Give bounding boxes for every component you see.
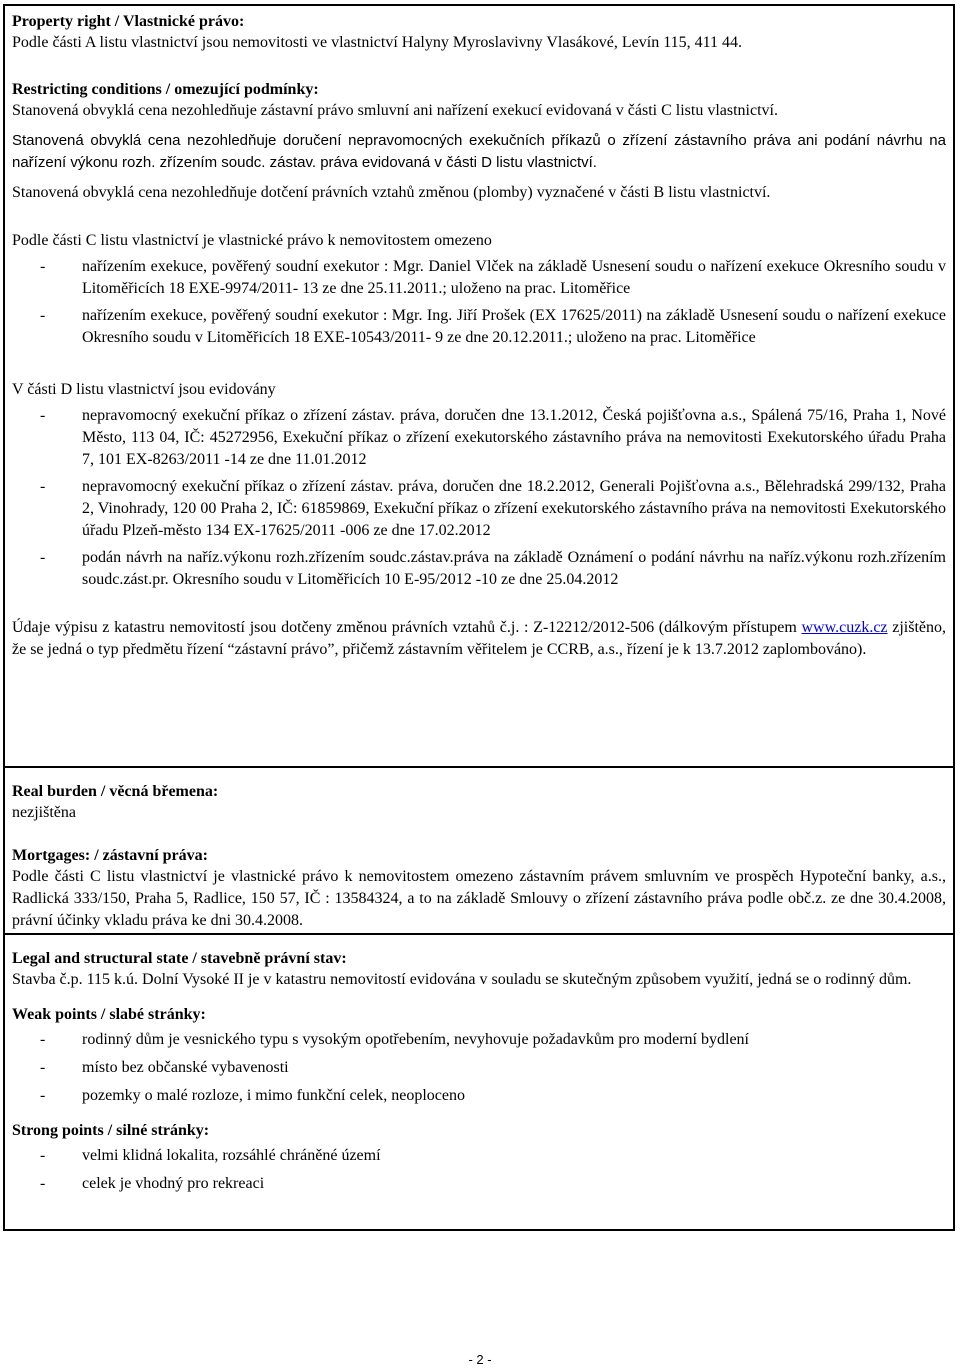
strong-points-heading: Strong points / silné stránky: <box>12 1122 210 1139</box>
restricting-text-2: Stanovená obvyklá cena nezohledňuje doručení nepravomocných exekučních příkazů o zřízení zástavního práva ani podání návrhu na nařízení výkonu rozh. zřízením soudc. zástav. práva evidovaná v části D listu vlastnictví. <box>12 132 946 171</box>
list-item-text: velmi klidná lokalita, rozsáhlé chráněné území <box>82 1147 381 1164</box>
list-dash: - <box>40 1175 46 1192</box>
restricting-text-3: Stanovená obvyklá cena nezohledňuje dotčení právních vztahů změnou (plomby) vyznačené v části B listu vlastnictví. <box>12 184 771 201</box>
list-item <box>12 1057 946 1079</box>
weak-points-list <box>12 1029 946 1107</box>
list-item <box>12 305 946 349</box>
page-number: - 2 - <box>468 1352 492 1367</box>
list-item-text: rodinný dům je vesnického typu s vysokým opotřebením, nevyhovuje požadavkům pro moderní bydlení <box>82 1031 749 1048</box>
part-d-list <box>12 405 946 591</box>
list-item-text: nařízením exekuce, pověřený soudní exekutor : Mgr. Ing. Jiří Prošek (EX 17625/2011) na základě Usnesení soudu o nařízení exekuce Okresního soudu v Litoměřicích 18 EXE-10543/2011- 9 ze dne 20.12.2011.; uloženo na prac. Litoměřice <box>82 307 946 346</box>
list-item <box>12 1029 946 1051</box>
cuzk-link[interactable]: www.cuzk.cz <box>801 619 888 636</box>
list-item <box>12 547 946 591</box>
mortgages-text: Podle části C listu vlastnictví je vlastnické právo k nemovitostem omezeno zástavním právem smluvním ve prospěch Hypoteční banky, a.s., Radlická 333/150, Praha 5, Radlice, 150 57, IČ : 13584324, a to na základě Smlouvy o zřízení zástavního práva podle obč.z. ze dne 30.4.2008, právní účinky vkladu práva ke dni 30.4.2008. <box>12 868 946 929</box>
real-burden-heading: Real burden / věcná břemena: <box>12 783 219 800</box>
part-c-list <box>12 256 946 349</box>
strong-points-list <box>12 1145 946 1195</box>
change-note-after: zjištěno, že se jedná o typ předmětu řízení “zástavní právo”, přičemž zástavním věřitelem je CCRB, a.s., řízení je k 13.7.2012 zaplombováno). <box>12 619 946 658</box>
list-item-text: místo bez občanské vybavenosti <box>82 1059 289 1076</box>
list-item-text: podán návrh na naříz.výkonu rozh.zřízením soudc.zástav.práva na základě Oznámení o podání návrhu na naříz.výkonu rozh.zřízením soudc.zást.pr. Okresního soudu v Litoměřicích 10 E-95/2012 -10 ze dne 25.04.2012 <box>82 549 946 588</box>
list-dash: - <box>40 1147 46 1164</box>
list-dash: - <box>40 258 46 275</box>
list-item-text: nepravomocný exekuční příkaz o zřízení zástav. práva, doručen dne 13.1.2012, Česká pojišťovna a.s., Spálená 75/16, Praha 1, Nové Město, 113 04, IČ: 45272956, Exekuční příkaz o zřízení exekutorského zástavního práva na nemovitosti Exekutorského úřadu Praha 7, 101 EX-8263/2011 -14 ze dne 11.01.2012 <box>82 407 946 468</box>
part-c-intro: Podle části C listu vlastnictví je vlastnické právo k nemovitostem omezeno <box>12 232 492 249</box>
list-dash: - <box>40 1087 46 1104</box>
property-right-heading: Property right / Vlastnické právo: <box>12 13 245 30</box>
part-d-intro: V části D listu vlastnictví jsou evidovány <box>12 381 276 398</box>
real-burden-text: nezjištěna <box>12 804 76 821</box>
restricting-text-1: Stanovená obvyklá cena nezohledňuje zástavní právo smluvní ani nařízení exekucí evidovaná v části C listu vlastnictví. <box>12 102 778 119</box>
list-item <box>12 1085 946 1107</box>
section-rights-and-restrictions <box>3 4 955 766</box>
mortgages-heading: Mortgages: / zástavní práva: <box>12 847 208 864</box>
list-item <box>12 405 946 471</box>
legal-state-heading: Legal and structural state / stavebně právní stav: <box>12 950 347 967</box>
property-right-text: Podle části A listu vlastnictví jsou nemovitosti ve vlastnictví Halyny Myroslavivny Vlasákové, Levín 115, 411 44. <box>12 34 743 51</box>
list-dash: - <box>40 1031 46 1048</box>
list-dash: - <box>40 1059 46 1076</box>
list-item <box>12 1173 946 1195</box>
section-state-and-points <box>3 933 955 1231</box>
list-dash: - <box>40 307 46 324</box>
change-note-before: Údaje výpisu z katastru nemovitostí jsou dotčeny změnou právních vztahů č.j. : Z-12212/2012-506 (dálkovým přístupem <box>12 619 802 636</box>
list-item-text: nepravomocný exekuční příkaz o zřízení zástav. práva, doručen dne 18.2.2012, Generali Pojišťovna a.s., Bělehradská 299/132, Praha 2, Vinohrady, 120 00 Praha 2, IČ: 61859869, Exekuční příkaz o zřízení exekutorského zástavního práva na nemovitosti Exekutorského úřadu Plzeň-město 134 EX-17625/2011 -006 ze dne 17.02.2012 <box>82 478 946 539</box>
restricting-heading: Restricting conditions / omezující podmínky: <box>12 81 319 98</box>
list-dash: - <box>40 549 46 566</box>
list-dash: - <box>40 478 46 495</box>
document-page <box>3 4 955 1231</box>
list-item-text: pozemky o malé rozloze, i mimo funkční celek, neoploceno <box>82 1087 465 1104</box>
list-dash: - <box>40 407 46 424</box>
list-item <box>12 476 946 542</box>
section-burdens-and-mortgages <box>3 766 955 933</box>
list-item <box>12 1145 946 1167</box>
list-item-text: nařízením exekuce, pověřený soudní exekutor : Mgr. Daniel Vlček na základě Usnesení soudu o nařízení exekuce Okresního soudu v Litoměřicích 18 EXE-9974/2011- 13 ze dne 25.11.2011.; uloženo na prac. Litoměřice <box>82 258 946 297</box>
weak-points-heading: Weak points / slabé stránky: <box>12 1006 206 1023</box>
legal-state-text: Stavba č.p. 115 k.ú. Dolní Vysoké II je v katastru nemovitostí evidována v souladu se skutečným způsobem využití, jedná se o rodinný dům. <box>12 971 912 988</box>
change-note <box>12 617 946 661</box>
list-item <box>12 256 946 300</box>
list-item-text: celek je vhodný pro rekreaci <box>82 1175 265 1192</box>
